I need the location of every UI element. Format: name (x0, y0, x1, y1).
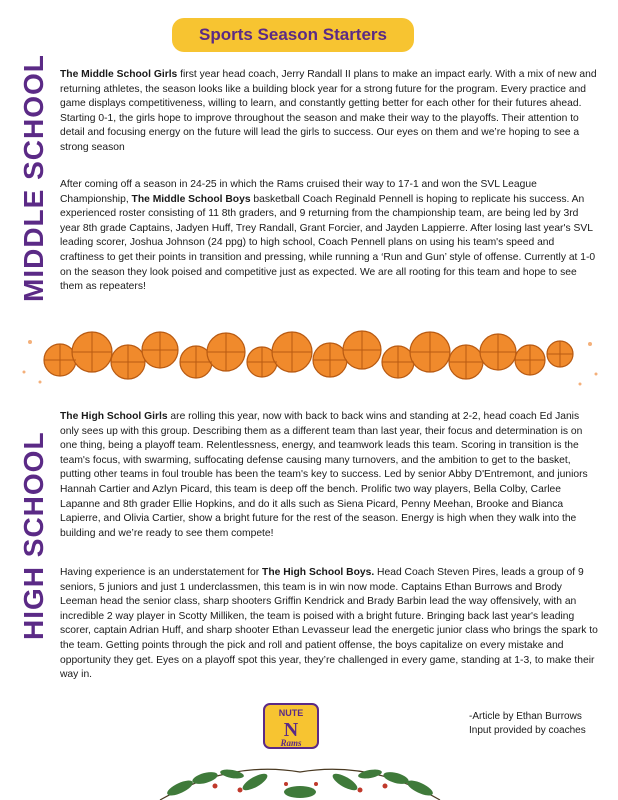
ms-boys-text-before: After coming off a season in 24-25 in which the Rams cruised their way to 17-1 and won the SVL League Championship, (60, 179, 537, 205)
hs-girls-text: are rolling this year, now with back to back wins and standing at 2-2, head coach Ed Janis only sees up with this group. Describing them as a different team than last year, their focus and determination is on one thing, being a playoff team. Relentlessness, energy, and teamwork leads this team. Scoring in transition is the team's focus, with swarming, suffocating defense causing many turnovers, and the ambition to get to the basket, putting other teams in foul trouble has been the team's key to success. Led by senior Abby D'Entremont, and juniors Hannah Cartier and Azlyn Picard, this team is deep off the bench. Prolific two way players, Bella Colby, Carlee Lapanne and 8th grader Ellie Hopkins, and do it alls such as Siena Picard, Penny Meehan, Brooke and Bianca Lapierre, and Olivia Cartier, show a bright future for the rest of the season. Energy is high when they walk into the building and we’re ready to see them compete! (60, 411, 588, 539)
ms-girls-lead: The Middle School Girls (60, 69, 178, 80)
logo-bottom-text: Rams (280, 738, 302, 748)
hs-girls-lead: The High School Girls (60, 411, 168, 422)
middle-school-label: MIDDLE SCHOOL (18, 54, 49, 302)
credit-input: Input provided by coaches (469, 725, 586, 736)
hs-boys-text-after: Head Coach Steven Pires, leads a group of 9 seniors, 5 juniors and just 1 underclassmen, this team is in win now mode. Captains Ethan Burrows and Brody Leeman head the senior class, sharp shooters Griffin Kendrick and Brady Barbin lead the way offensively, with an incredible 2 way player in Scotty Milliken, the team is poised with a bright future. Bringing back last year's leading scorer, captain Adrian Huff, and sharp shooter Ethan Levasseur lead the energetic junior class who brings the spark to the team. Getting points through the pick and roll and patient offense, the boys capitalize on every mistake and opportunity they get. Eyes on a playoff spot this year, they’re challenged in every game, standing at 1-3, to make their way in. (60, 567, 598, 681)
hs-girls-paragraph (60, 410, 600, 541)
logo-letter: N (283, 719, 299, 741)
rams-logo (262, 700, 320, 752)
hs-boys-lead: The High School Boys. (262, 567, 375, 578)
logo-top-text: NUTE (278, 708, 304, 718)
ms-boys-paragraph (60, 178, 600, 295)
hs-boys-text-before: Having experience is an understatement for (60, 567, 263, 578)
hs-boys-paragraph (60, 566, 600, 683)
ms-boys-lead: The Middle School Boys (131, 193, 251, 205)
page-title: Sports Season Starters (172, 18, 414, 52)
basketball-banner (0, 322, 618, 392)
ms-girls-paragraph (60, 68, 600, 156)
article-credit (469, 710, 586, 738)
ms-boys-text-after: basketball Coach Reginald Pennell is hoping to replicate his success. An experienced roster consisting of 11 8th graders, and 9 returning from the championship team, are being led by 3rd year 8th grade Captains, Jadyen Huff, Trey Randall, Grant Forcier, and Jayden Lappierre. After losing last year's SVL leading scorer, Joshua Johnson (24 ppg) to high school, Coach Pennell plans on using his team's speed and craftiness to get their points in transition and pressing, while running a ‘Run and Gun’ style of offense. Currently at 1-0 on the season they look poised and competitive just as expected. We are all rooting for this team and hope to see them as repeaters! (60, 193, 596, 293)
credit-author: -Article by Ethan Burrows (469, 711, 582, 722)
ms-girls-text: first year head coach, Jerry Randall II plans to make an impact early. With a mix of new and returning athletes, the season looks like a building block year for a strong future for the program. Every practice and game displays competitiveness, willing to learn, and constantly getting better for each other for their futures ahead. Starting 0-1, the girls hope to improve throughout the season and make their way to the playoffs. Their attention to detail and focusing energy on the future will lead the girls to success. Our eyes on them and we’re hoping to see a strong season (60, 69, 597, 153)
high-school-label: HIGH SCHOOL (18, 431, 49, 640)
